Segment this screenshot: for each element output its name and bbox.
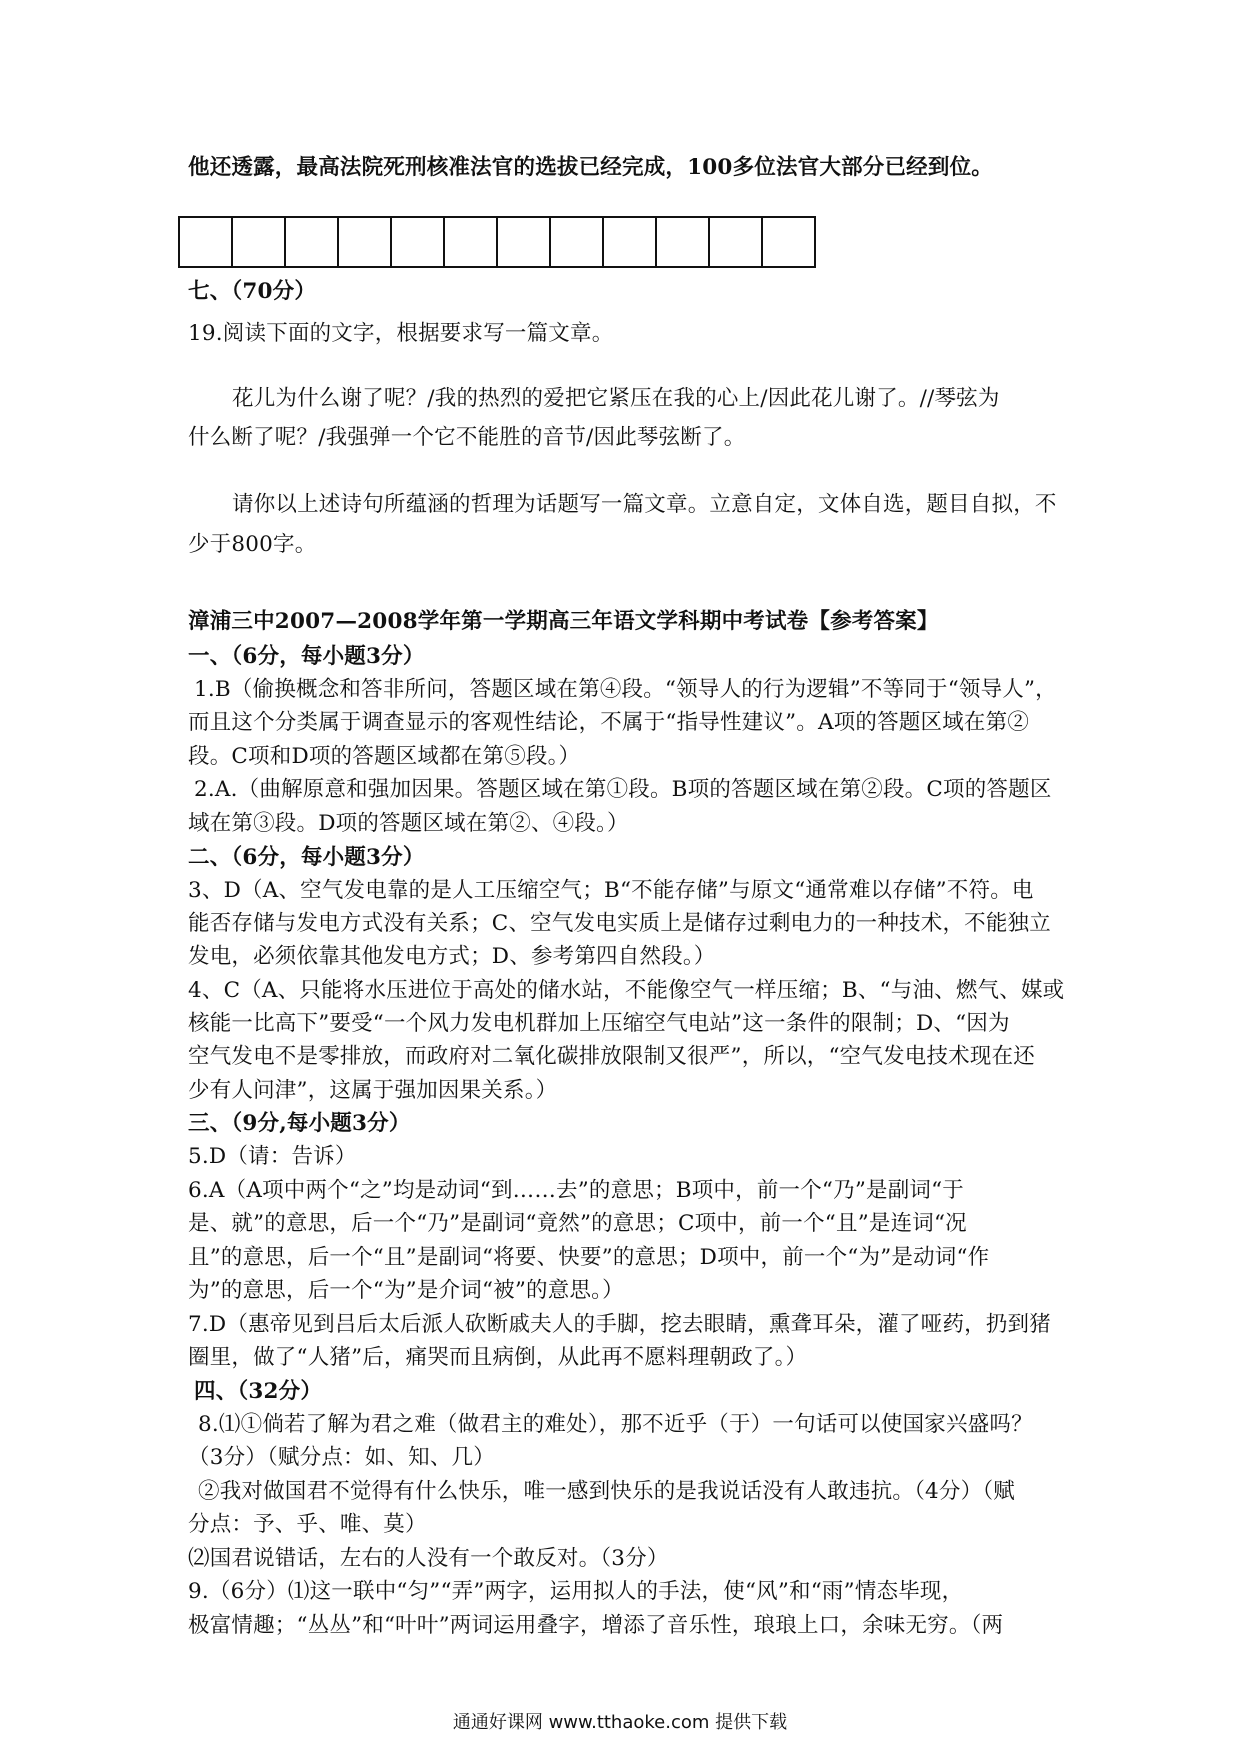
answer-1-line-3: 段。C项和D项的答题区域都在第⑤段。） — [188, 744, 581, 769]
answer-1-line-1: 1.B（偷换概念和答非所问，答题区域在第④段。“领导人的行为逻辑”不等同于“领导人”， — [194, 677, 1057, 702]
section-one-heading: 一、（6分，每小题3分） — [188, 644, 425, 669]
answer-4-line-1: 4、C（A、只能将水压进位于高处的储水站，不能像空气一样压缩；B、“与油、燃气、媒或 — [188, 978, 1065, 1003]
answer-4-line-4: 少有人问津”，这属于强加因果关系。） — [188, 1078, 558, 1103]
answer-7-line-2: 圈里，做了“人猪”后，痛哭而且病倒，从此再不愿料理朝政了。） — [188, 1345, 808, 1370]
answer-8-line-5: ⑵国君说错话，左右的人没有一个敢反对。（3分） — [188, 1546, 669, 1571]
answer-grid — [178, 216, 816, 268]
answer-8-line-4: 分点：予、乎、唯、莫） — [188, 1512, 427, 1537]
answer-8-line-1: 8.⑴①倘若了解为君之难（做君主的难处），那不近乎（于）一句话可以使国家兴盛吗？ — [198, 1412, 1033, 1437]
answer-6-line-1: 6.A（A项中两个“之”均是动词“到……去”的意思；B项中，前一个“乃”是副词“于 — [188, 1178, 965, 1203]
answer-9-line-1: 9.（6分）⑴这一联中“匀”“弄”两字，运用拟人的手法，使“风”和“雨”情态毕现， — [188, 1579, 964, 1604]
grid-cell[interactable] — [180, 216, 233, 268]
grid-cell[interactable] — [763, 216, 816, 268]
answer-3-line-1: 3、D（A、空气发电靠的是人工压缩空气；B“不能存储”与原文“通常难以存储”不符。电 — [188, 878, 1034, 903]
answer-3-line-2: 能否存储与发电方式没有关系；C、空气发电实质上是储存过剩电力的一种技术，不能独立 — [188, 911, 1051, 936]
answer-2-line-1: 2.A.（曲解原意和强加因果。答题区域在第①段。B项的答题区域在第②段。C项的答题区 — [194, 777, 1052, 802]
answer-8-line-2: （3分）（赋分点：如、知、几） — [188, 1445, 495, 1470]
poem-line-2: 什么断了呢？/我强弹一个它不能胜的音节/因此琴弦断了。 — [188, 425, 746, 450]
answer-7-line-1: 7.D（惠帝见到吕后太后派人砍断戚夫人的手脚，挖去眼睛，熏聋耳朵，灌了哑药，扔到猪 — [188, 1312, 1051, 1337]
section-seven-heading: 七、（70分） — [188, 279, 317, 304]
grid-cell[interactable] — [286, 216, 339, 268]
answers-title: 漳浦三中2007—2008学年第一学期高三年语文学科期中考试卷【参考答案】 — [188, 609, 939, 634]
answer-3-line-3: 发电，必须依靠其他发电方式；D、参考第四自然段。） — [188, 944, 716, 969]
grid-cell[interactable] — [657, 216, 710, 268]
section-four-heading: 四、（32分） — [194, 1379, 323, 1404]
prompt-line-2: 少于800字。 — [188, 532, 317, 557]
intro-line: 他还透露，最高法院死刑核准法官的选拔已经完成，100多位法官大部分已经到位。 — [188, 155, 993, 180]
grid-cell[interactable] — [710, 216, 763, 268]
grid-cell[interactable] — [551, 216, 604, 268]
answer-6-line-4: 为”的意思，后一个“为”是介词“被”的意思。） — [188, 1278, 624, 1303]
answer-9-line-2: 极富情趣；“丛丛”和“叶叶”两词运用叠字，增添了音乐性，琅琅上口，余味无穷。（两 — [188, 1613, 1004, 1638]
grid-cell[interactable] — [604, 216, 657, 268]
answer-1-line-2: 而且这个分类属于调查显示的客观性结论，不属于“指导性建议”。A项的答题区域在第② — [188, 710, 1030, 735]
section-three-heading: 三、（9分,每小题3分） — [188, 1111, 411, 1136]
section-two-heading: 二、（6分，每小题3分） — [188, 845, 425, 870]
answer-5: 5.D（请：告诉） — [188, 1144, 357, 1169]
answer-6-line-3: 且”的意思，后一个“且”是副词“将要、快要”的意思；D项中，前一个“为”是动词“作 — [188, 1245, 990, 1270]
grid-cell[interactable] — [392, 216, 445, 268]
prompt-line-1: 请你以上述诗句所蕴涵的哲理为话题写一篇文章。立意自定，文体自选，题目自拟，不 — [232, 492, 1057, 517]
answer-4-line-3: 空气发电不是零排放，而政府对二氧化碳排放限制又很严”，所以，“空气发电技术现在还 — [188, 1044, 1035, 1069]
grid-cell[interactable] — [445, 216, 498, 268]
poem-line-1: 花儿为什么谢了呢？/我的热烈的爱把它紧压在我的心上/因此花儿谢了。//琴弦为 — [232, 386, 1000, 411]
grid-cell[interactable] — [233, 216, 286, 268]
page-footer: 通通好课网 www.tthaoke.com 提供下载 — [452, 1712, 788, 1733]
answer-4-line-2: 核能一比高下”要受“一个风力发电机群加上压缩空气电站”这一条件的限制；D、“因为 — [188, 1011, 1010, 1036]
answer-8-line-3: ②我对做国君不觉得有什么快乐，唯一感到快乐的是我说话没有人敢违抗。（4分）（赋 — [198, 1479, 1015, 1504]
answer-6-line-2: 是、就”的意思，后一个“乃”是副词“竟然”的意思；C项中，前一个“且”是连词“况 — [188, 1211, 967, 1236]
question-19: 19.阅读下面的文字，根据要求写一篇文章。 — [188, 321, 614, 346]
grid-cell[interactable] — [339, 216, 392, 268]
grid-cell[interactable] — [498, 216, 551, 268]
answer-2-line-2: 域在第③段。D项的答题区域在第②、④段。） — [188, 811, 629, 836]
